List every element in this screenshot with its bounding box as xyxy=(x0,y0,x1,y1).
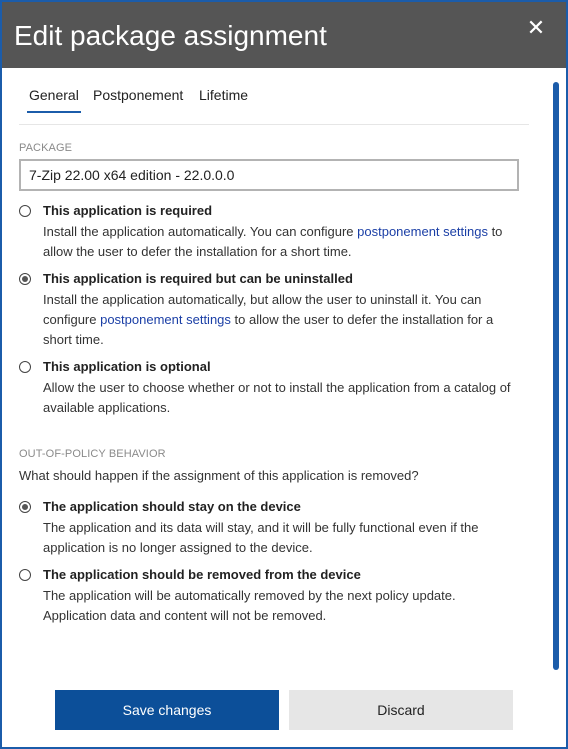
option-remove-desc: The application will be automatically removed by the next policy update. Application data and content will not be removed. xyxy=(43,588,456,623)
option-optional-desc: Allow the user to choose whether or not to install the application from a catalog of available applications. xyxy=(43,380,511,415)
tab-lifetime-label: Lifetime xyxy=(199,87,249,103)
dialog-title: Edit package assignment xyxy=(14,20,327,51)
radio-remove-from-device[interactable] xyxy=(19,569,31,581)
option-required-uninstallable-title: This application is required but can be uninstalled xyxy=(43,271,353,286)
option-stay-desc: The application and its data will stay, and it will be fully functional even if the application is no longer assigned to the device. xyxy=(43,520,479,555)
out-of-policy-section-label: OUT-OF-POLICY BEHAVIOR xyxy=(19,448,166,460)
tab-divider xyxy=(19,124,529,125)
postponement-settings-link[interactable]: postponement settings xyxy=(100,312,231,327)
discard-button[interactable]: Discard xyxy=(289,690,513,730)
package-field[interactable]: 7-Zip 22.00 x64 edition - 22.0.0.0 xyxy=(19,159,519,191)
save-changes-button[interactable]: Save changes xyxy=(55,690,279,730)
radio-optional[interactable] xyxy=(19,361,31,373)
package-section-label: PACKAGE xyxy=(19,142,73,154)
option-required-uninstallable-desc: Install the application automatically, but allow the user to uninstall it. You can configure postponement settings to allow the user to defer the installation for a short time. xyxy=(43,292,494,347)
option-required-title: This application is required xyxy=(43,203,213,218)
option-stay-title: The application should stay on the device xyxy=(43,499,301,514)
radio-required[interactable] xyxy=(19,205,31,217)
out-of-policy-question: What should happen if the assignment of this application is removed? xyxy=(19,468,419,483)
tab-postponement[interactable] xyxy=(93,86,183,104)
option-required-desc: Install the application automatically. You can configure postponement settings to allow the user to defer the installation for a short time. xyxy=(43,224,503,259)
postponement-settings-link[interactable]: postponement settings xyxy=(357,224,488,239)
active-tab-indicator xyxy=(27,111,81,113)
close-icon[interactable]: ✕ xyxy=(526,15,546,40)
tab-lifetime[interactable] xyxy=(199,86,248,104)
option-optional-title: This application is optional xyxy=(43,359,211,374)
tab-postponement-label: Postponement xyxy=(93,87,184,103)
dialog-titlebar xyxy=(2,2,566,68)
radio-required-uninstallable[interactable] xyxy=(19,273,31,285)
tab-general[interactable] xyxy=(29,86,79,104)
scrollbar[interactable] xyxy=(553,82,559,670)
tab-general-label: General xyxy=(29,87,79,103)
radio-stay-on-device[interactable] xyxy=(19,501,31,513)
option-remove-title: The application should be removed from the device xyxy=(43,567,361,582)
